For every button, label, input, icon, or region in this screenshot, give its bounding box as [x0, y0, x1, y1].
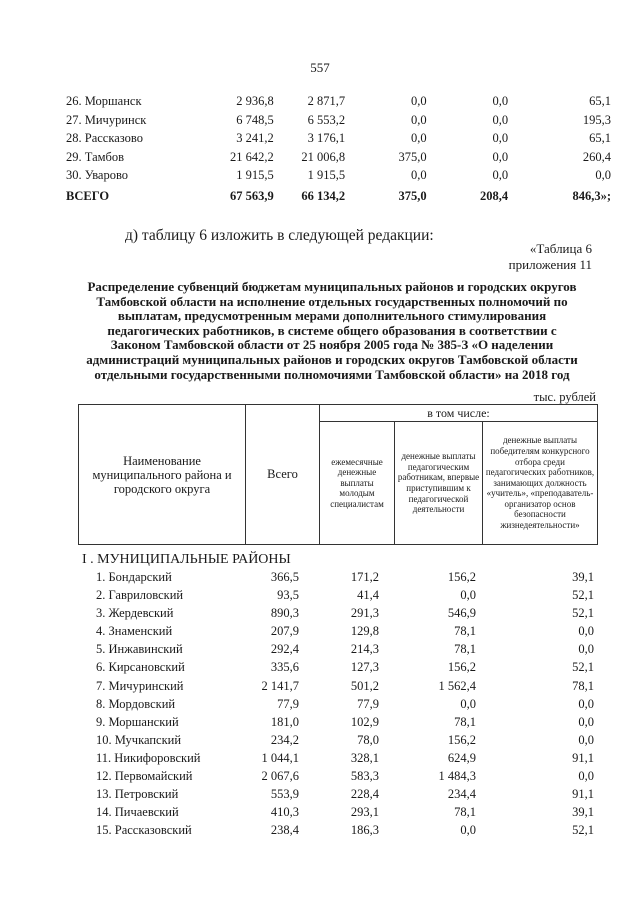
district-young-specialists: 41,4 [357, 588, 379, 603]
district-new-teachers: 156,2 [447, 732, 476, 747]
district-contest-winners: 78,1 [572, 678, 594, 693]
page-number: 557 [310, 60, 330, 75]
table-row [82, 821, 594, 839]
table-row [82, 731, 594, 749]
table-caption-line: приложения 11 [508, 257, 592, 272]
total-label: ВСЕГО [66, 189, 110, 204]
district-contest-winners: 0,0 [578, 642, 594, 657]
district-contest-winners: 91,1 [572, 787, 594, 802]
amendment-paragraph: д) таблицу 6 изложить в следующей редакции: [125, 227, 434, 244]
table-row [82, 713, 594, 731]
district-new-teachers: 156,2 [447, 660, 476, 675]
table-row [82, 604, 594, 622]
table-row [82, 803, 594, 821]
district-new-teachers: 624,9 [447, 750, 476, 765]
district-young-specialists: 127,3 [350, 660, 379, 675]
district-young-specialists: 129,8 [350, 624, 379, 639]
district-new-teachers: 546,9 [447, 606, 476, 621]
value-cell: 195,3 [582, 112, 611, 127]
table-row [66, 148, 611, 167]
table-row [66, 92, 611, 111]
heading-line: отдельными государственными полномочиями Тамбовской области» на 2018 год [94, 366, 570, 382]
heading-line: Законом Тамбовской области от 25 ноября 2005 года № 385-З «О наделении [110, 337, 554, 353]
total-value: 208,4 [479, 189, 509, 204]
district-name: 4. Знаменский [96, 624, 173, 639]
city-name: 27. Мичуринск [66, 112, 147, 127]
value-cell: 375,0 [398, 149, 427, 164]
district-total: 207,9 [270, 624, 299, 639]
value-cell: 6 553,2 [307, 112, 346, 127]
district-total: 553,9 [270, 787, 299, 802]
unit-label: тыс. рублей [533, 390, 596, 404]
continued-table [66, 92, 611, 209]
district-contest-winners: 52,1 [572, 823, 594, 838]
value-cell: 0,0 [595, 168, 611, 182]
district-contest-winners: 0,0 [578, 624, 594, 639]
value-cell: 3 176,1 [307, 131, 346, 145]
heading-line: педагогических работников, в системе общего образования в соответствии с [107, 322, 557, 338]
district-new-teachers: 0,0 [460, 588, 476, 603]
value-cell: 65,1 [589, 94, 611, 108]
table-row [82, 640, 594, 658]
district-new-teachers: 78,1 [454, 805, 476, 820]
district-name: 6. Кирсановский [96, 660, 185, 675]
district-young-specialists: 228,4 [350, 787, 379, 802]
district-young-specialists: 102,9 [350, 714, 379, 729]
district-total: 238,4 [270, 823, 299, 838]
city-name: 26. Моршанск [66, 94, 142, 108]
district-new-teachers: 0,0 [460, 823, 476, 838]
value-cell: 0,0 [492, 112, 509, 127]
section-title: I . МУНИЦИПАЛЬНЫЕ РАЙОНЫ [82, 552, 291, 567]
district-total: 234,2 [270, 732, 299, 747]
total-value: 375,0 [398, 189, 427, 204]
table-row [82, 677, 594, 695]
value-cell: 65,1 [589, 131, 611, 145]
value-cell: 6 748,5 [236, 112, 274, 127]
district-new-teachers: 1 562,4 [438, 678, 476, 693]
district-total: 1 044,1 [261, 750, 299, 765]
value-cell: 260,4 [582, 149, 611, 164]
value-cell: 0,0 [492, 131, 509, 145]
district-young-specialists: 78,0 [357, 732, 379, 747]
heading-line: администраций муниципальных районов и городских округов Тамбовской области [86, 351, 578, 367]
district-total: 181,0 [270, 714, 299, 729]
total-value: 846,3»; [572, 189, 611, 204]
value-cell: 21 642,2 [230, 149, 274, 164]
district-contest-winners: 0,0 [578, 714, 594, 729]
district-new-teachers: 234,4 [447, 787, 476, 802]
table-row [82, 785, 594, 803]
district-young-specialists: 501,2 [350, 678, 379, 693]
district-total: 335,6 [270, 660, 299, 675]
table-row [82, 568, 594, 586]
district-contest-winners: 39,1 [572, 805, 594, 820]
value-cell: 0,0 [492, 94, 509, 108]
total-value: 67 563,9 [230, 189, 274, 204]
district-young-specialists: 291,3 [350, 606, 379, 621]
table-header [78, 404, 598, 545]
district-total: 410,3 [270, 805, 299, 820]
header-total: Всего [246, 405, 320, 545]
district-total: 292,4 [270, 642, 299, 657]
district-young-specialists: 186,3 [350, 823, 379, 838]
value-cell: 21 006,8 [301, 149, 346, 164]
value-cell: 3 241,2 [236, 131, 274, 145]
district-total: 890,3 [270, 606, 299, 621]
table-row [82, 586, 594, 604]
district-name: 2. Гавриловский [96, 588, 184, 603]
table-row [66, 111, 611, 130]
value-cell: 2 936,8 [236, 94, 274, 108]
district-name: 7. Мичуринский [96, 678, 184, 693]
district-name: 13. Петровский [96, 787, 179, 802]
value-cell: 0,0 [492, 168, 509, 182]
value-cell: 1 915,5 [307, 168, 346, 182]
district-name: 9. Моршанский [96, 714, 179, 729]
header-new-teachers: денежные выплаты педагогическим работникам, впервые приступившим к педагогической деятельности [395, 422, 483, 545]
heading-line: выплатам, предусмотренным мерами дополнительного стимулирования [117, 308, 547, 324]
district-new-teachers: 156,2 [447, 570, 476, 584]
district-young-specialists: 214,3 [350, 642, 379, 657]
district-total: 2 067,6 [261, 769, 299, 784]
table-row [82, 695, 594, 713]
district-new-teachers: 0,0 [460, 696, 476, 711]
heading-line: Тамбовской области на исполнение отдельных государственных полномочий по [96, 293, 568, 309]
table-row [82, 622, 594, 640]
district-total: 77,9 [277, 696, 299, 711]
table-row [82, 749, 594, 767]
district-name: 5. Инжавинский [96, 642, 183, 657]
value-cell: 1 915,5 [236, 168, 274, 182]
districts-table [82, 568, 594, 839]
district-contest-winners: 52,1 [572, 588, 594, 603]
district-name: 1. Бондарский [96, 570, 172, 584]
district-young-specialists: 293,1 [350, 805, 379, 820]
district-name: 3. Жердевский [96, 606, 174, 621]
district-name: 10. Мучкапский [96, 732, 182, 747]
district-contest-winners: 91,1 [572, 750, 594, 765]
value-cell: 2 871,7 [307, 94, 346, 108]
city-name: 30. Уварово [66, 168, 129, 182]
table-row [66, 129, 611, 148]
district-contest-winners: 0,0 [578, 696, 594, 711]
district-contest-winners: 0,0 [578, 769, 594, 784]
district-contest-winners: 39,1 [572, 570, 594, 584]
district-young-specialists: 171,2 [350, 570, 379, 584]
district-total: 93,5 [277, 588, 299, 603]
district-contest-winners: 52,1 [572, 606, 594, 621]
district-name: 11. Никифоровский [96, 750, 201, 765]
table-row [82, 767, 594, 785]
value-cell: 0,0 [410, 131, 427, 145]
header-young-specialists: ежемесячные денежные выплаты молодым специалистам [320, 422, 395, 545]
city-name: 29. Тамбов [66, 149, 125, 164]
header-contest-winners: денежные выплаты победителям конкурсного отбора среди педагогических работников, занимающих должность «учитель», «преподаватель-организатор основ безопасности жизнедеятельности» [483, 422, 598, 545]
heading-line: Распределение субвенций бюджетам муниципальных районов и городских округов [87, 279, 577, 294]
district-young-specialists: 328,1 [350, 750, 379, 765]
district-name: 15. Рассказовский [96, 823, 192, 838]
district-contest-winners: 52,1 [572, 660, 594, 675]
district-young-specialists: 77,9 [357, 696, 379, 711]
district-new-teachers: 78,1 [454, 642, 476, 657]
city-name: 28. Рассказово [66, 131, 143, 145]
district-contest-winners: 0,0 [578, 732, 594, 747]
district-name: 12. Первомайский [96, 769, 193, 784]
district-new-teachers: 1 484,3 [438, 769, 476, 784]
value-cell: 0,0 [492, 149, 509, 164]
district-new-teachers: 78,1 [454, 714, 476, 729]
header-district-name: Наименование муниципального района и городского округа [79, 405, 246, 545]
district-total: 2 141,7 [261, 678, 299, 693]
value-cell: 0,0 [410, 94, 427, 108]
district-new-teachers: 78,1 [454, 624, 476, 639]
value-cell: 0,0 [410, 168, 427, 182]
header-including: в том числе: [320, 405, 598, 422]
table-heading [70, 280, 594, 382]
table-caption [440, 241, 592, 273]
table-caption-line: «Таблица 6 [529, 241, 592, 256]
district-name: 8. Мордовский [96, 696, 176, 711]
value-cell: 0,0 [410, 112, 427, 127]
district-total: 366,5 [270, 570, 299, 584]
table-row [66, 166, 611, 185]
district-name: 14. Пичаевский [96, 805, 179, 820]
total-value: 66 134,2 [301, 189, 346, 204]
table-row [82, 658, 594, 676]
total-row [66, 185, 611, 209]
district-young-specialists: 583,3 [350, 769, 379, 784]
